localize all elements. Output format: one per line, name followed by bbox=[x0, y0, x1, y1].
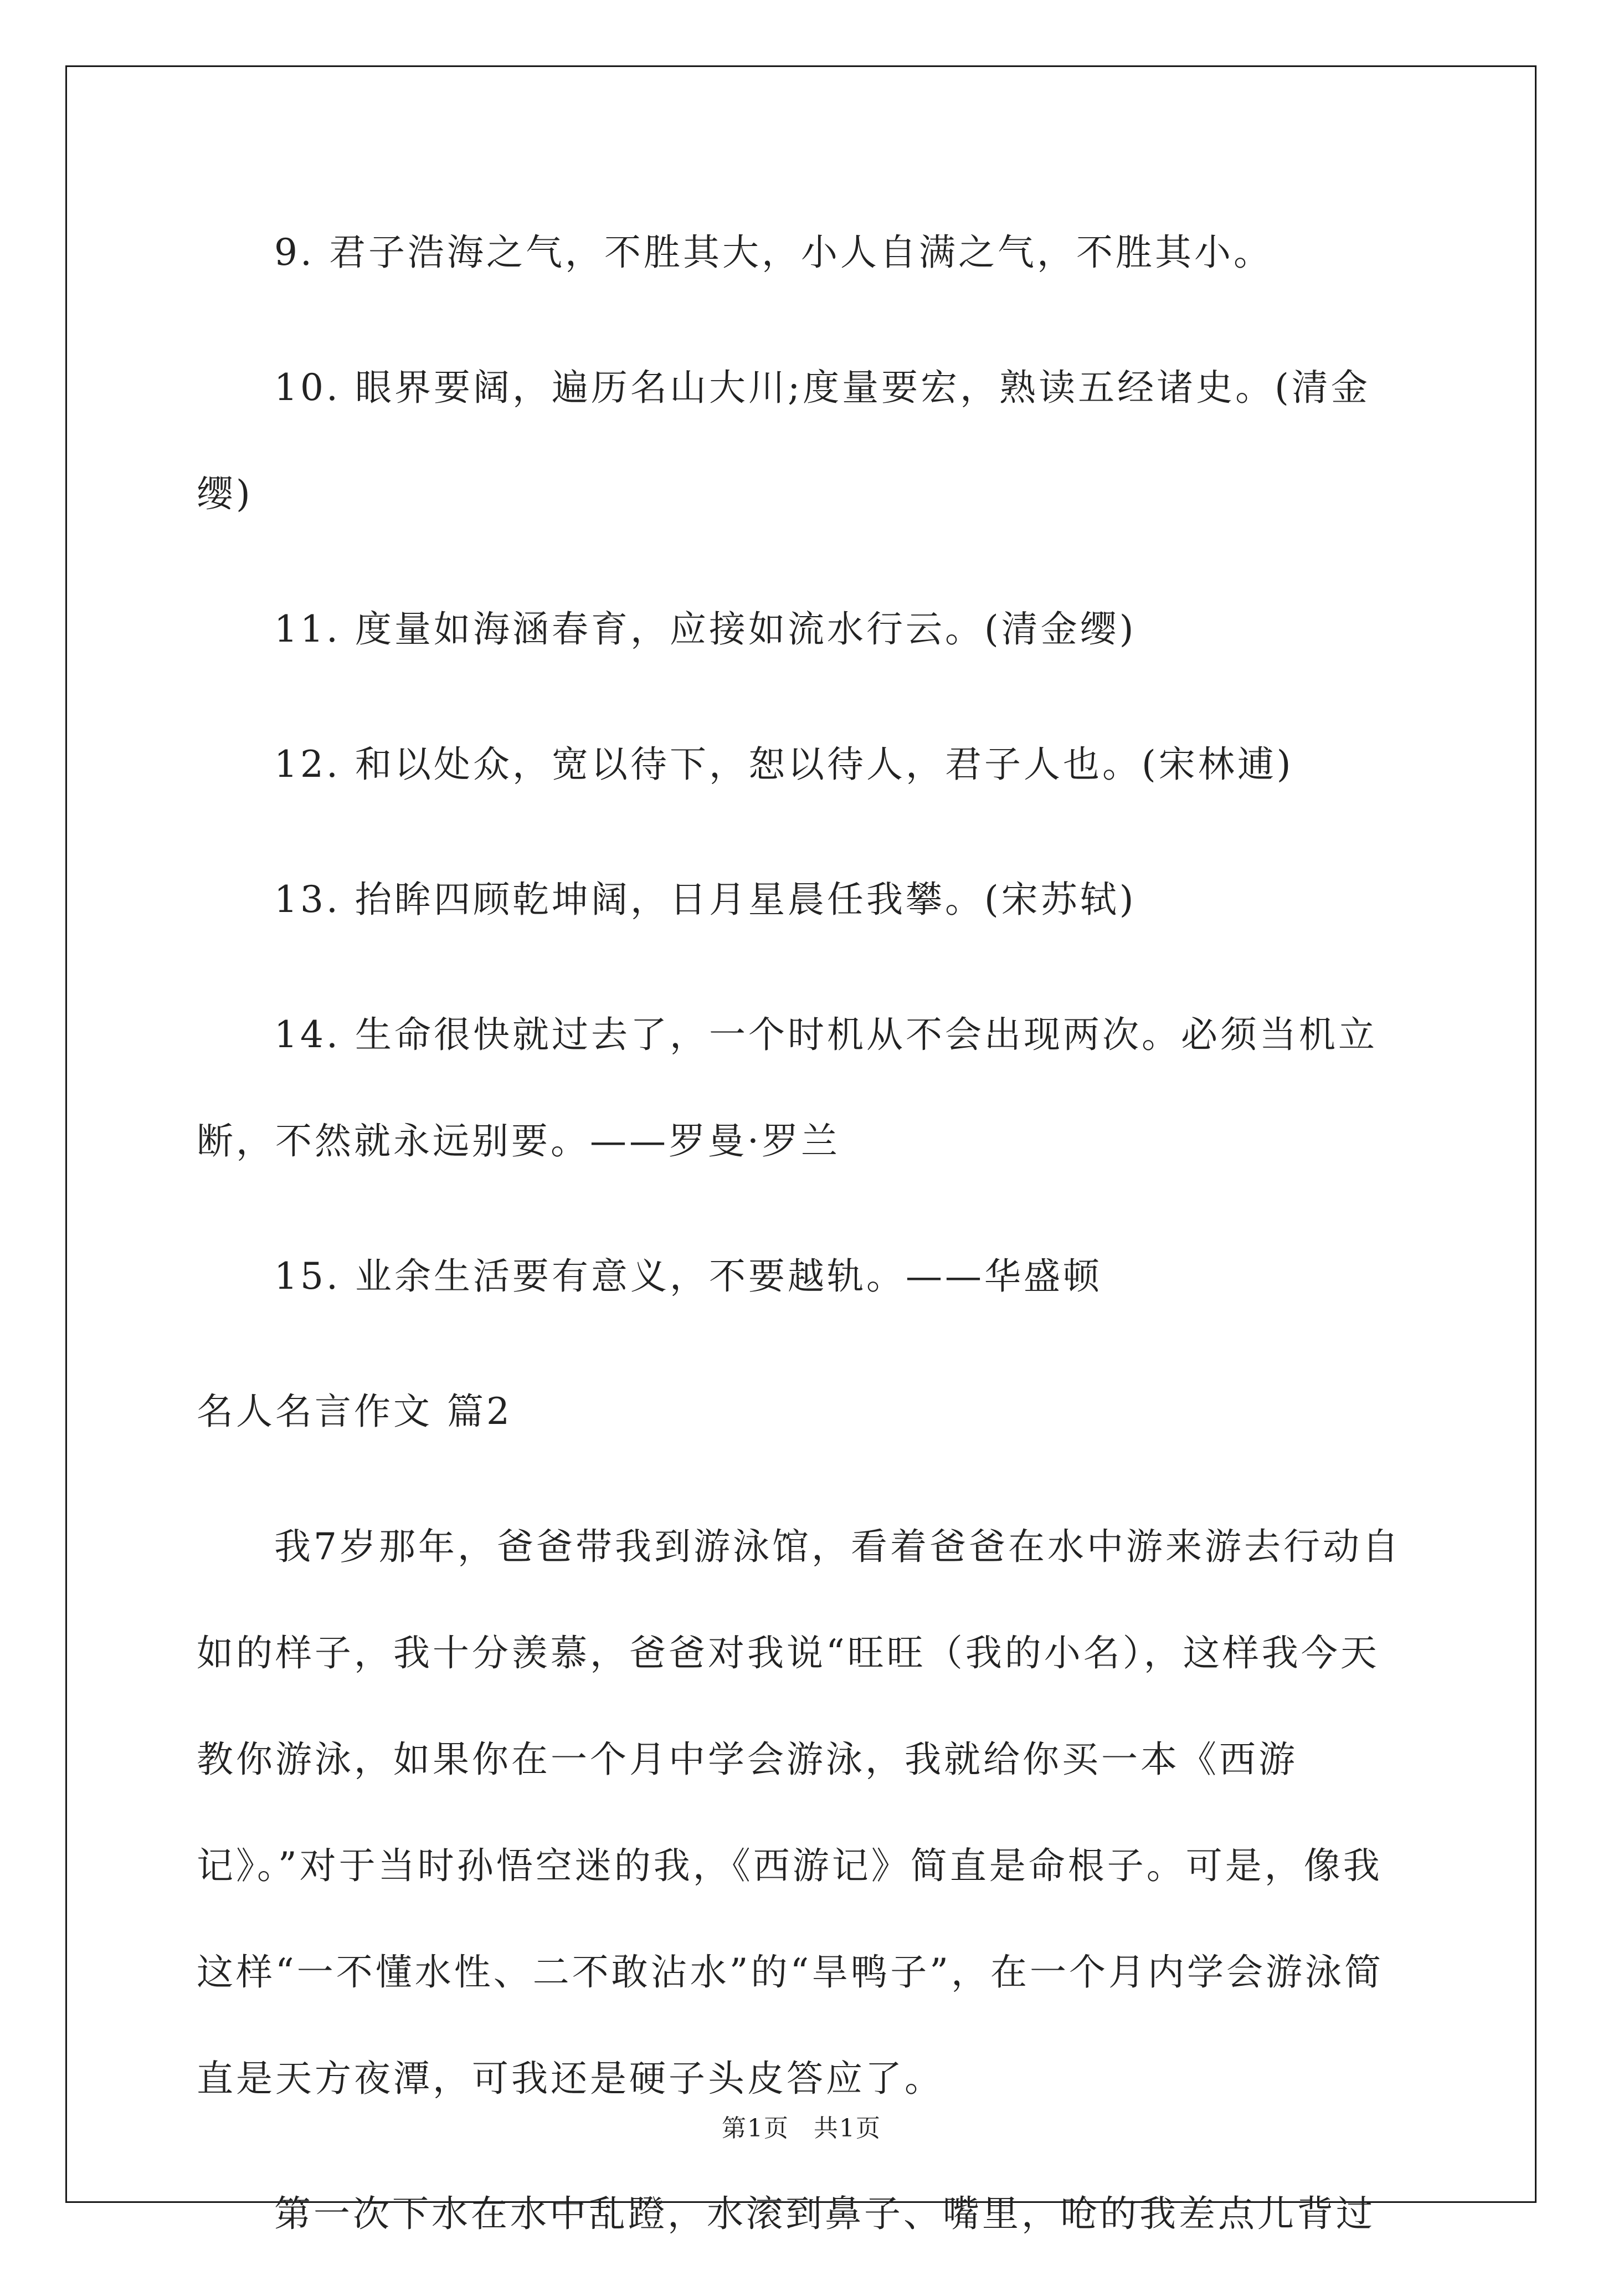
page-footer bbox=[0, 2108, 1603, 2144]
story-paragraph-2: 第一次下水在水中乱蹬，水滚到鼻子、嘴里，呛的我差点儿背过 bbox=[274, 2192, 1375, 2235]
section-heading: 名人名言作文 篇2 bbox=[197, 1390, 512, 1433]
story-paragraph-1: 我7岁那年，爸爸带我到游泳馆，看着爸爸在水中游来游去行动自如的样子，我十分羡慕，爸爸对我说“旺旺（我的小名），这样我今天教你游泳，如果你在一个月中学会游泳，我就给你买一本《西游记》。”对于当时孙悟空迷的我，《西游记》简直是命根子。可是，像我这样“一不懂水性、二不敢沾水”的“旱鸭子”，在一个月内学会游泳简直是天方夜潭，可我还是硬子头皮答应了。 bbox=[197, 1525, 1401, 2100]
quote-15: 15. 业余生活要有意义，不要越轨。——华盛顿 bbox=[274, 1255, 1102, 1298]
page-number: 第1页 bbox=[722, 2114, 789, 2143]
quote-13: 13. 抬眸四顾乾坤阔，日月星晨任我攀。(宋苏轼) bbox=[274, 878, 1137, 921]
quote-10: 10. 眼界要阔，遍历名山大川;度量要宏，熟读五经诸史。(清金缨) bbox=[197, 366, 1370, 515]
quote-9: 9. 君子浩海之气，不胜其大，小人自满之气，不胜其小。 bbox=[274, 231, 1273, 274]
quote-11: 11. 度量如海涵春育，应接如流水行云。(清金缨) bbox=[274, 608, 1137, 650]
quote-14: 14. 生命很快就过去了，一个时机从不会出现两次。必须当机立断，不然就永远别要。——罗曼·罗兰 bbox=[197, 1013, 1378, 1162]
quote-12: 12. 和以处众，宽以待下，恕以待人，君子人也。(宋林逋) bbox=[274, 743, 1294, 786]
page-total: 共1页 bbox=[814, 2114, 881, 2143]
document-body bbox=[197, 199, 1404, 2296]
